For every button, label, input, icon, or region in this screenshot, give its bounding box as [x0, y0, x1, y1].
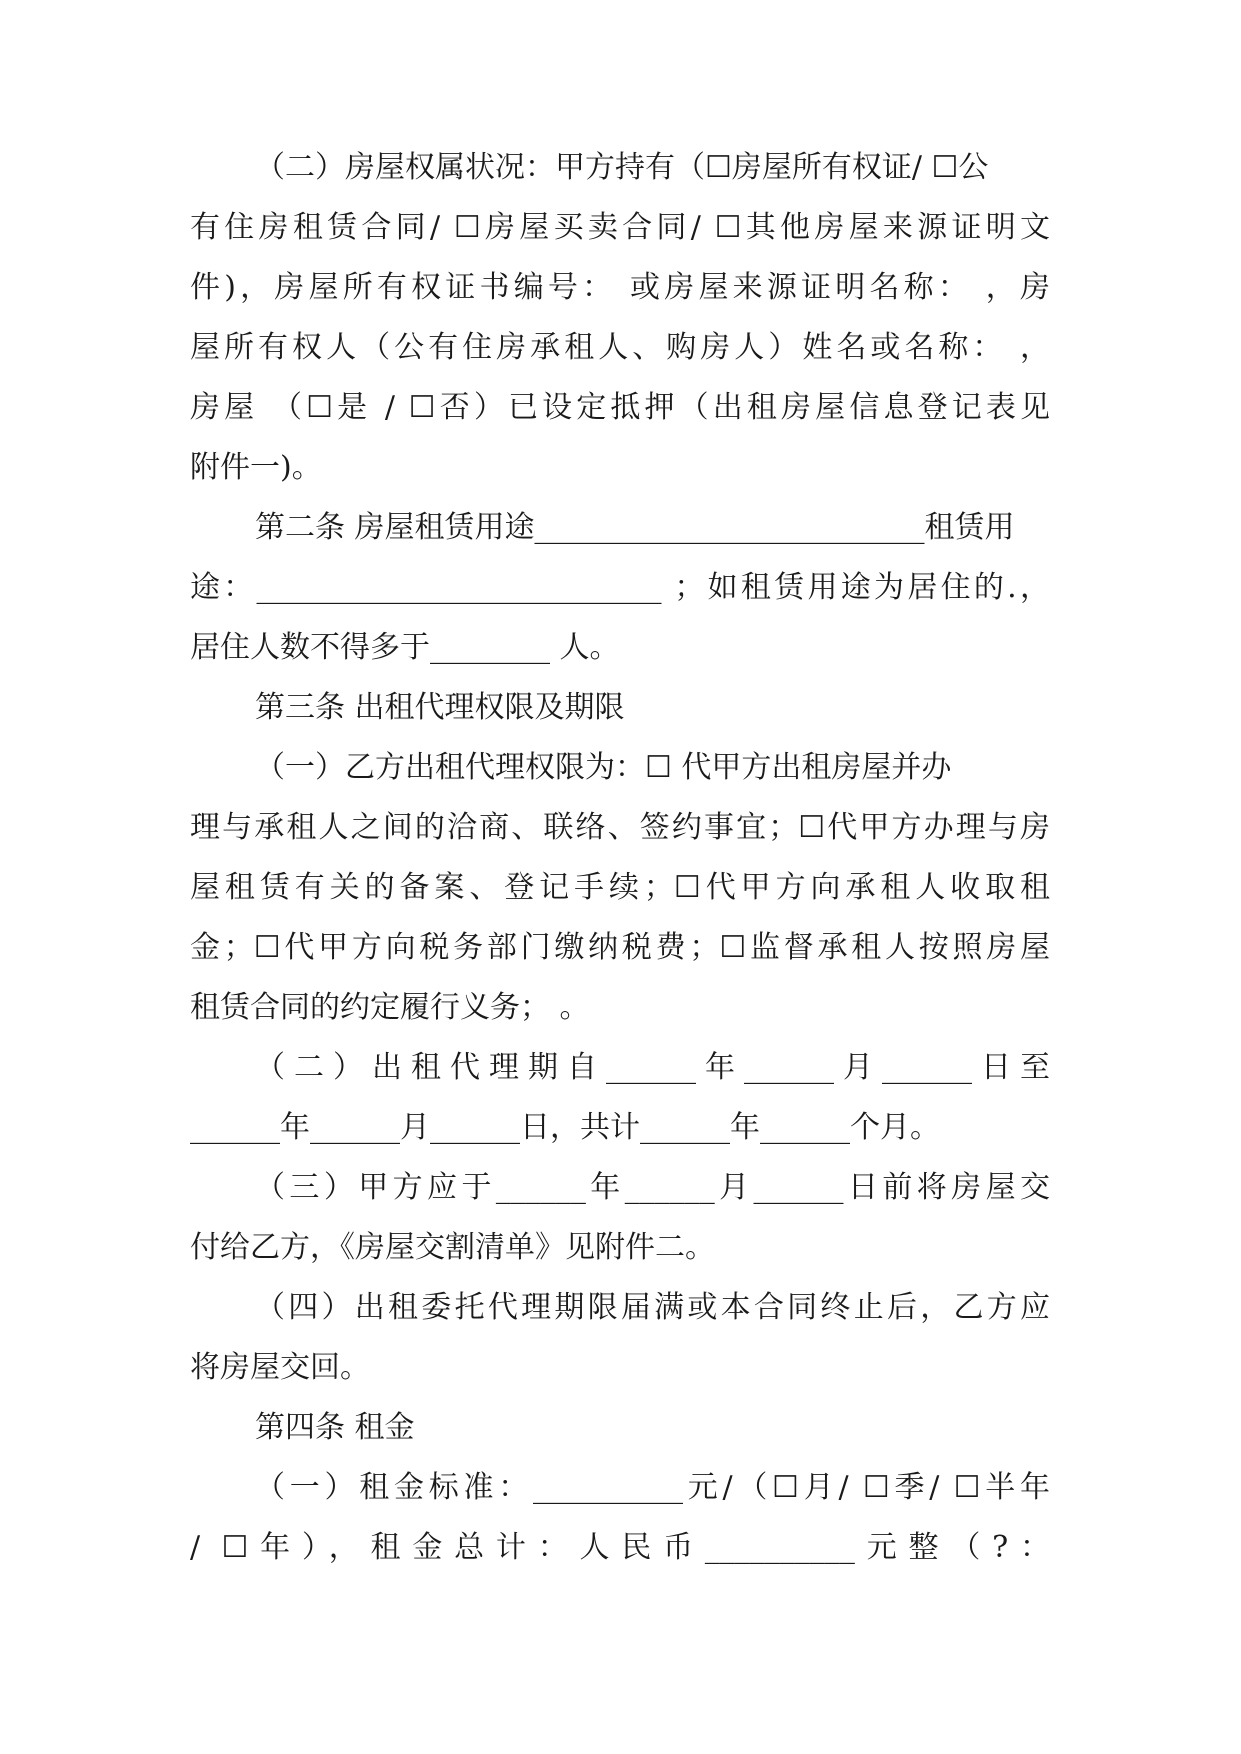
article-2-heading-line: 第二条 房屋租赁用途__________________________租赁用: [255, 510, 1015, 545]
article-3-item-1-line-1: （一）乙方出租代理权限为：☐ 代甲方出租房屋并办: [255, 750, 952, 785]
article-3-item-3-line-2: 付给乙方，《房屋交割清单》见附件二。: [190, 1230, 715, 1265]
article-4-item-1-line-1: （一）租金标准：__________元/（☐月/ ☐季/ ☐半年: [255, 1470, 1050, 1505]
clause-2-property-ownership-line-3: 件)，房屋所有权证书编号： 或房屋来源证明名称： ，房: [190, 270, 1050, 305]
article-4-item-1-line-2: / ☐年），租金总计：人民币__________元整（?：: [190, 1530, 1050, 1565]
article-3-item-1-line-4: 金；☐代甲方向税务部门缴纳税费；☐监督承租人按照房屋: [190, 930, 1050, 965]
article-3-item-1-line-3: 屋租赁有关的备案、登记手续；☐代甲方向承租人收取租: [190, 870, 1050, 905]
article-2-line-2: 途：___________________________ ；如租赁用途为居住的.，: [190, 570, 1050, 605]
clause-2-property-ownership-line-4: 屋所有权人（公有住房承租人、购房人）姓名或名称： ，: [190, 330, 1050, 365]
article-3-item-4-line-1: （四）出租委托代理期限届满或本合同终止后，乙方应: [255, 1290, 1050, 1325]
article-2-line-3: 居住人数不得多于________ 人。: [190, 630, 620, 665]
article-4-heading: 第四条 租金: [255, 1410, 415, 1445]
clause-2-property-ownership-line-5: 房屋 （☐是 / ☐否）已设定抵押（出租房屋信息登记表见: [190, 390, 1050, 425]
article-3-item-1-line-5: 租赁合同的约定履行义务； 。: [190, 990, 590, 1025]
article-3-item-2-line-1: （二）出租代理期自______年______月______日至: [255, 1050, 1050, 1085]
clause-2-property-ownership-line-2: 有住房租赁合同/ ☐房屋买卖合同/ ☐其他房屋来源证明文: [190, 210, 1050, 245]
article-3-item-2-line-2: ______年______月______日，共计______年______个月。: [190, 1110, 940, 1145]
article-3-item-3-line-1: （三）甲方应于______年______月______日前将房屋交: [255, 1170, 1050, 1205]
article-3-heading: 第三条 出租代理权限及期限: [255, 690, 625, 725]
article-3-item-4-line-2: 将房屋交回。: [190, 1350, 370, 1385]
article-3-item-1-line-2: 理与承租人之间的洽商、联络、签约事宜；☐代甲方办理与房: [190, 810, 1050, 845]
clause-2-property-ownership-line-1: （二）房屋权属状况：甲方持有（☐房屋所有权证/ ☐公: [255, 150, 989, 185]
clause-2-property-ownership-line-6: 附件一)。: [190, 450, 322, 485]
